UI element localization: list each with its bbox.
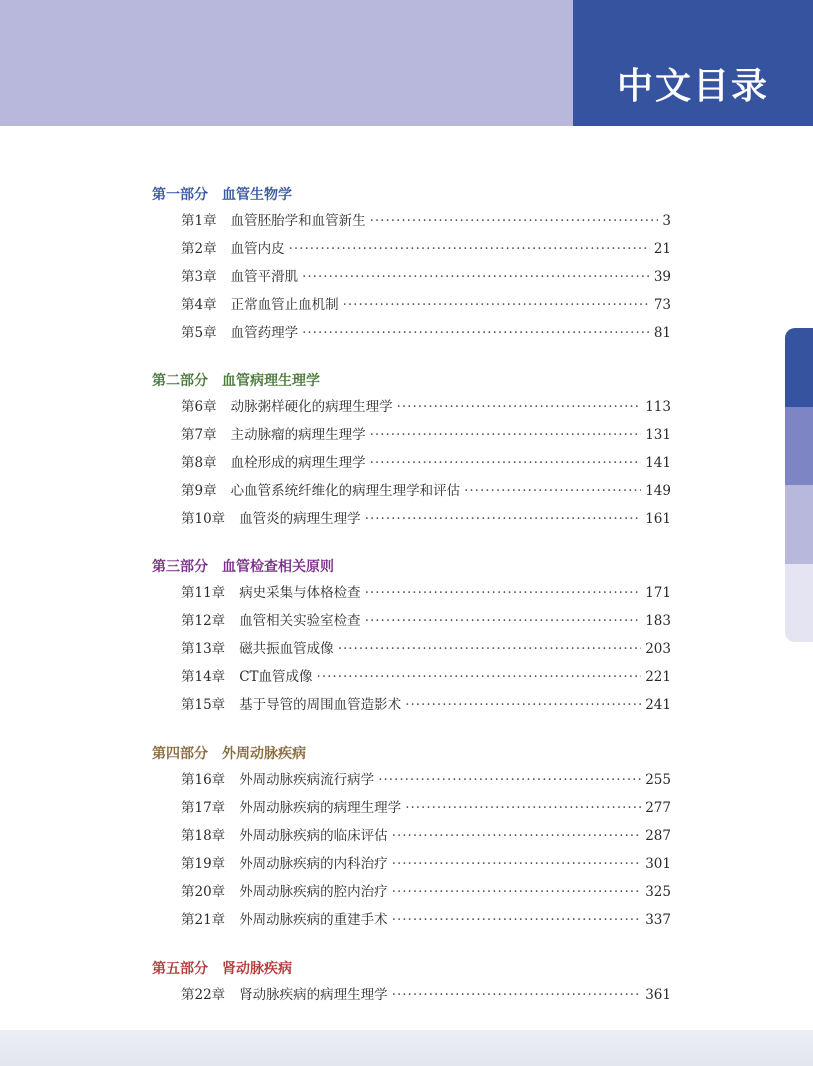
chapter-number: 第10章 [181, 511, 226, 527]
page-number: 171 [645, 585, 671, 601]
chapter-title: 血管药理学 [230, 325, 299, 341]
chapter-title: 血管相关实验室检查 [239, 613, 361, 629]
chapter-number: 第17章 [181, 800, 226, 816]
chapter-title: 血管炎的病理生理学 [239, 511, 361, 527]
toc-entry[interactable] [181, 480, 671, 502]
header-band-light [0, 0, 573, 126]
dot-leader [365, 582, 642, 604]
page-number: 73 [653, 297, 671, 313]
dot-leader [302, 322, 650, 344]
chapter-number: 第21章 [181, 912, 226, 928]
chapter-title: 动脉粥样硬化的病理生理学 [230, 399, 393, 415]
chapter-number: 第13章 [181, 641, 226, 657]
page-number: 39 [653, 269, 671, 285]
dot-leader [302, 266, 650, 288]
page-number: 3 [662, 213, 671, 229]
toc-entry[interactable] [181, 452, 671, 474]
page-number: 221 [645, 669, 671, 685]
chapter-number: 第11章 [181, 585, 226, 601]
page-number: 131 [645, 427, 671, 443]
part-name: 血管生物学 [222, 187, 292, 203]
chapter-title: 磁共振血管成像 [239, 641, 334, 657]
page-number: 149 [645, 483, 671, 499]
footer-band [0, 1030, 813, 1066]
toc-entry[interactable] [181, 825, 671, 847]
toc-entry[interactable] [181, 210, 671, 232]
chapter-title: 基于导管的周围血管造影术 [239, 697, 402, 713]
dot-leader [338, 638, 642, 660]
page-title: 中文目录 [616, 66, 769, 107]
part-heading [152, 744, 306, 764]
chapter-title: 主动脉瘤的病理生理学 [230, 427, 366, 443]
page-number: 287 [645, 828, 671, 844]
part-heading [152, 959, 292, 979]
part-name: 血管检查相关原则 [222, 559, 334, 575]
page-number: 337 [645, 912, 671, 928]
chapter-title: CT血管成像 [239, 669, 313, 685]
page-number: 203 [645, 641, 671, 657]
dot-leader [365, 508, 642, 530]
chapter-number: 第6章 [181, 399, 217, 415]
chapter-title: 血栓形成的病理生理学 [230, 455, 366, 471]
side-tab-4 [785, 564, 813, 643]
toc-entry[interactable] [181, 984, 671, 1006]
chapter-number: 第22章 [181, 987, 226, 1003]
side-tab-1 [785, 328, 813, 407]
toc-entry[interactable] [181, 322, 671, 344]
chapter-title: 心血管系统纤维化的病理生理学和评估 [230, 483, 461, 499]
toc-entry[interactable] [181, 266, 671, 288]
chapter-number: 第15章 [181, 697, 226, 713]
chapter-title: 正常血管止血机制 [230, 297, 339, 313]
toc-entry[interactable] [181, 424, 671, 446]
page-number: 361 [645, 987, 671, 1003]
chapter-number: 第14章 [181, 669, 226, 685]
dot-leader [392, 853, 642, 875]
dot-leader [378, 769, 641, 791]
toc-entry[interactable] [181, 508, 671, 530]
dot-leader [392, 909, 642, 931]
dot-leader [397, 396, 642, 418]
toc-entry[interactable] [181, 638, 671, 660]
page-number: 255 [645, 772, 671, 788]
toc-entry[interactable] [181, 694, 671, 716]
part-name: 肾动脉疾病 [222, 961, 292, 977]
chapter-number: 第5章 [181, 325, 217, 341]
dot-leader [392, 881, 642, 903]
part-number: 第三部分 [152, 559, 208, 575]
page-number: 241 [645, 697, 671, 713]
part-number: 第四部分 [152, 746, 208, 762]
chapter-title: 血管平滑肌 [230, 269, 299, 285]
dot-leader [405, 797, 641, 819]
dot-leader [370, 452, 642, 474]
chapter-number: 第2章 [181, 241, 217, 257]
chapter-number: 第3章 [181, 269, 217, 285]
toc-entry[interactable] [181, 238, 671, 260]
chapter-title: 肾动脉疾病的病理生理学 [239, 987, 388, 1003]
part-name: 血管病理生理学 [222, 373, 320, 389]
chapter-number: 第7章 [181, 427, 217, 443]
page-number: 81 [653, 325, 671, 341]
chapter-number: 第12章 [181, 613, 226, 629]
page-number: 325 [645, 884, 671, 900]
chapter-number: 第8章 [181, 455, 217, 471]
dot-leader [392, 984, 642, 1006]
side-tab-2 [785, 407, 813, 486]
page-number: 21 [653, 241, 671, 257]
chapter-number: 第16章 [181, 772, 226, 788]
part-number: 第二部分 [152, 373, 208, 389]
dot-leader [464, 480, 641, 502]
chapter-title: 外周动脉疾病的重建手术 [239, 912, 388, 928]
toc-entry[interactable] [181, 294, 671, 316]
dot-leader [370, 424, 642, 446]
part-number: 第五部分 [152, 961, 208, 977]
chapter-title: 病史采集与体格检查 [239, 585, 361, 601]
chapter-number: 第4章 [181, 297, 217, 313]
page-number: 161 [645, 511, 671, 527]
chapter-title: 血管内皮 [230, 241, 285, 257]
toc-entry[interactable] [181, 881, 671, 903]
chapter-title: 外周动脉疾病流行病学 [239, 772, 375, 788]
chapter-number: 第19章 [181, 856, 226, 872]
part-heading [152, 557, 334, 577]
page-number: 183 [645, 613, 671, 629]
page-number: 113 [645, 399, 671, 415]
toc-entry[interactable] [181, 909, 671, 931]
chapter-title: 外周动脉疾病的内科治疗 [239, 856, 388, 872]
chapter-number: 第20章 [181, 884, 226, 900]
dot-leader [370, 210, 659, 232]
page-number: 301 [645, 856, 671, 872]
chapter-title: 外周动脉疾病的临床评估 [239, 828, 388, 844]
part-name: 外周动脉疾病 [222, 746, 306, 762]
side-tab-strip [785, 328, 813, 642]
chapter-title: 血管胚胎学和血管新生 [230, 213, 366, 229]
dot-leader [317, 666, 642, 688]
page-number: 141 [645, 455, 671, 471]
chapter-number: 第1章 [181, 213, 217, 229]
toc-entry[interactable] [181, 853, 671, 875]
chapter-number: 第18章 [181, 828, 226, 844]
toc-entry[interactable] [181, 582, 671, 604]
dot-leader [343, 294, 650, 316]
toc-entry[interactable] [181, 666, 671, 688]
side-tab-3 [785, 485, 813, 564]
chapter-title: 外周动脉疾病的腔内治疗 [239, 884, 388, 900]
dot-leader [289, 238, 650, 260]
toc-entry[interactable] [181, 769, 671, 791]
page-number: 277 [645, 800, 671, 816]
toc-entry[interactable] [181, 610, 671, 632]
chapter-number: 第9章 [181, 483, 217, 499]
part-heading [152, 185, 292, 205]
dot-leader [365, 610, 642, 632]
part-heading [152, 371, 320, 391]
dot-leader [392, 825, 642, 847]
toc-entry[interactable] [181, 396, 671, 418]
chapter-title: 外周动脉疾病的病理生理学 [239, 800, 402, 816]
dot-leader [405, 694, 641, 716]
part-number: 第一部分 [152, 187, 208, 203]
toc-entry[interactable] [181, 797, 671, 819]
